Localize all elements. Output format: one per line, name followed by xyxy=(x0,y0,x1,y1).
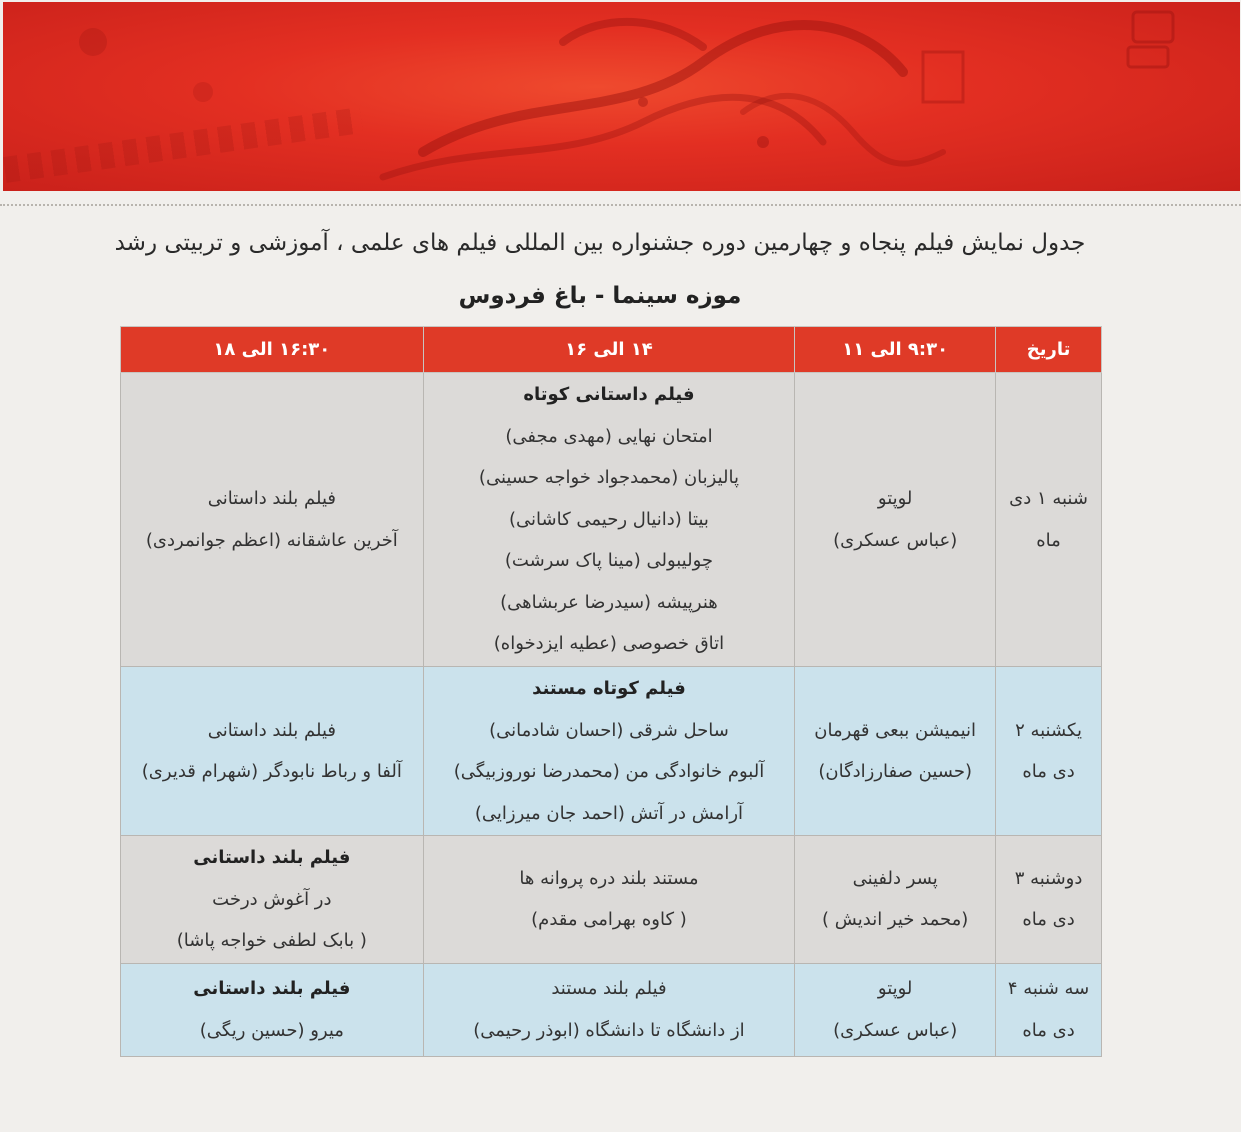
film-director: (عباس عسکری) xyxy=(833,529,958,551)
table-header-row xyxy=(121,327,1102,373)
date-line: یکشنبه ۲ xyxy=(1015,719,1082,741)
header-slot-3: ۱۶:۳۰ الی ۱۸ xyxy=(121,327,424,373)
film-category: فیلم بلند داستانی xyxy=(207,719,336,741)
film-director: (محمد خیر اندیش ) xyxy=(822,909,969,931)
date-line: ماه xyxy=(1036,529,1061,551)
festival-banner xyxy=(3,2,1240,191)
film-title: انیمیشن ببعی قهرمان xyxy=(814,719,977,741)
slot-1-cell xyxy=(795,667,996,836)
slot-1-cell xyxy=(795,963,996,1056)
film-entry: در آغوش درخت xyxy=(212,888,332,910)
table-row xyxy=(121,963,1102,1056)
film-entry: پالیزبان (محمدجواد خواجه حسینی) xyxy=(478,467,739,489)
film-entry: آلفا و رباط نابودگر (شهرام قدیری) xyxy=(141,761,402,782)
slot-3-cell xyxy=(121,836,424,964)
film-entry: میرو (حسین ریگی) xyxy=(199,1019,344,1041)
film-category: فیلم بلند مستند xyxy=(551,978,667,999)
category-heading: فیلم داستانی کوتاه xyxy=(523,384,695,406)
slot-2-cell xyxy=(423,373,795,667)
header-slot-2: ۱۴ الی ۱۶ xyxy=(423,327,795,373)
date-line: دی ماه xyxy=(1022,1019,1075,1041)
film-entry: آلبوم خانوادگی من (محمدرضا نوروزبیگی) xyxy=(453,761,765,782)
divider xyxy=(0,204,1241,206)
film-director: (عباس عسکری) xyxy=(833,1019,958,1041)
date-line: سه شنبه ۴ xyxy=(1007,978,1090,999)
calligraphy-decoration xyxy=(3,2,1240,191)
header-date: تاریخ xyxy=(996,327,1102,373)
page-title: جدول نمایش فیلم پنجاه و چهارمین دوره جشنواره بین المللی فیلم های علمی ، آموزشی و تربیتی رشد xyxy=(114,230,1086,256)
film-title: لوپتو xyxy=(877,488,913,509)
film-entry: ساحل شرقی (احسان شادمانی) xyxy=(489,719,729,741)
film-director: ( کاوه بهرامی مقدم) xyxy=(531,909,687,931)
film-director: ( بابک لطفی خواجه پاشا) xyxy=(176,930,367,951)
slot-2-cell xyxy=(423,836,795,964)
film-entry: بیتا (دانیال رحیمی کاشانی) xyxy=(509,508,709,530)
table-row xyxy=(121,667,1102,836)
film-title: پسر دلفینی xyxy=(852,867,938,889)
category-heading: فیلم بلند داستانی xyxy=(193,847,351,868)
date-line: دی ماه xyxy=(1022,761,1075,782)
film-title: لوپتو xyxy=(877,978,913,999)
slot-3-cell xyxy=(121,373,424,667)
film-entry: از دانشگاه تا دانشگاه (ابوذر رحیمی) xyxy=(473,1019,745,1041)
film-entry: مستند بلند دره پروانه ها xyxy=(519,867,699,889)
date-line: شنبه ۱ دی xyxy=(1009,488,1088,509)
category-heading: فیلم کوتاه مستند xyxy=(532,678,686,699)
date-cell xyxy=(996,667,1102,836)
header-slot-1: ۹:۳۰ الی ۱۱ xyxy=(795,327,996,373)
date-line: دوشنبه ۳ xyxy=(1014,867,1083,889)
film-entry: آرامش در آتش (احمد جان میرزایی) xyxy=(474,802,744,824)
date-cell xyxy=(996,836,1102,964)
film-entry: چولیبولی (مینا پاک سرشت) xyxy=(504,550,714,572)
date-cell xyxy=(996,373,1102,667)
film-entry: هنرپیشه (سیدرضا عربشاهی) xyxy=(500,591,718,613)
film-category: فیلم بلند داستانی xyxy=(207,488,336,509)
slot-3-cell xyxy=(121,667,424,836)
date-line: دی ماه xyxy=(1022,909,1075,931)
category-heading: فیلم بلند داستانی xyxy=(193,978,351,999)
venue-subtitle: موزه سینما - باغ فردوس xyxy=(458,283,742,309)
film-entry: اتاق خصوصی (عطیه ایزدخواه) xyxy=(493,633,725,655)
film-entry: امتحان نهایی (مهدی مجفی) xyxy=(505,425,713,447)
slot-3-cell xyxy=(121,963,424,1056)
film-director: (حسین صفارزادگان) xyxy=(818,761,972,782)
table-row xyxy=(121,373,1102,667)
slot-1-cell xyxy=(795,373,996,667)
slot-1-cell xyxy=(795,836,996,964)
table-row xyxy=(121,836,1102,964)
date-cell xyxy=(996,963,1102,1056)
slot-2-cell xyxy=(423,963,795,1056)
slot-2-cell xyxy=(423,667,795,836)
film-entry: آخرین عاشقانه (اعظم جوانمردی) xyxy=(145,529,398,551)
screening-schedule-table xyxy=(120,326,1102,1057)
